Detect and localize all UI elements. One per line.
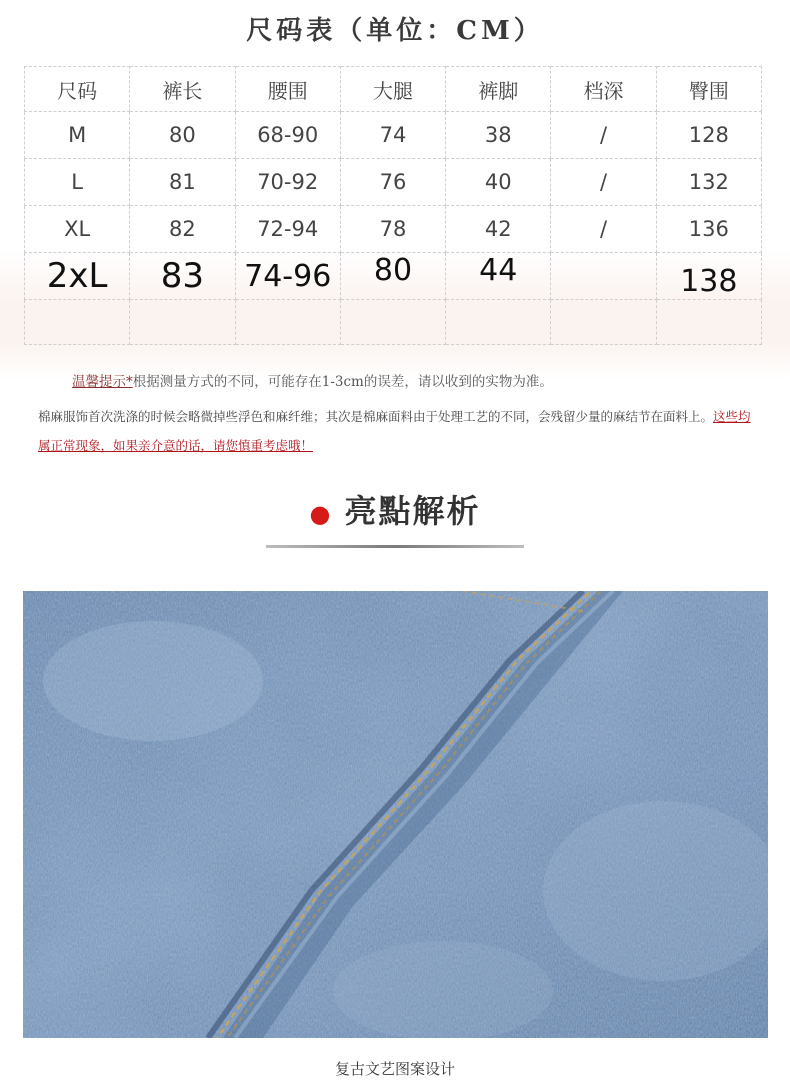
- measurement-note: [72, 370, 553, 390]
- table-cell: XL: [25, 206, 130, 253]
- header-cell: 裤脚: [446, 67, 551, 112]
- table-cell: 2xL: [25, 253, 130, 300]
- table-cell: [130, 300, 235, 345]
- table-cell: M: [25, 112, 130, 159]
- table-cell: 78: [340, 206, 445, 253]
- table-cell: 80: [130, 112, 235, 159]
- table-cell: 81: [130, 159, 235, 206]
- photo-caption: 复古文艺图案设计: [334, 1060, 455, 1078]
- table-cell: 44: [446, 253, 551, 300]
- size-chart: [24, 66, 762, 342]
- table-cell: 40: [446, 159, 551, 206]
- table-cell: 74: [340, 112, 445, 159]
- table-row: [25, 206, 762, 253]
- table-header-row: [25, 67, 762, 112]
- table-row: [25, 253, 762, 300]
- table-cell: 38: [446, 112, 551, 159]
- denim-fabric-photo: [23, 591, 768, 1038]
- table-cell: 136: [656, 206, 761, 253]
- table-row-empty: [25, 300, 762, 345]
- table-cell: 42: [446, 206, 551, 253]
- table-cell: [235, 300, 340, 345]
- linen-care-note: [38, 402, 758, 460]
- header-cell: 腰围: [235, 67, 340, 112]
- header-cell: 档深: [551, 67, 656, 112]
- table-cell: L: [25, 159, 130, 206]
- table-cell: 80: [340, 253, 445, 300]
- table-cell: 70-92: [235, 159, 340, 206]
- header-cell: 大腿: [340, 67, 445, 112]
- table-cell: 76: [340, 159, 445, 206]
- table-cell: 82: [130, 206, 235, 253]
- page-title: 尺码表（单位：CM）: [246, 16, 544, 46]
- table-cell: /: [551, 206, 656, 253]
- table-cell: /: [551, 159, 656, 206]
- red-dot-icon: ●: [309, 499, 333, 528]
- section-heading: [0, 486, 790, 532]
- denim-image: [23, 591, 768, 1038]
- table-cell: 83: [130, 253, 235, 300]
- table-cell: [25, 300, 130, 345]
- size-table: [24, 66, 762, 345]
- table-cell: 128: [656, 112, 761, 159]
- table-row: [25, 159, 762, 206]
- table-cell: 74-96: [235, 253, 340, 300]
- section-title: 亮點解析: [344, 492, 481, 530]
- warm-tip-text: 根据测量方式的不同，可能存在1-3cm的误差，请以收到的实物为准。: [132, 374, 553, 390]
- header-cell: 尺码: [25, 67, 130, 112]
- table-cell: [551, 253, 656, 300]
- table-cell: [340, 300, 445, 345]
- linen-note-text: 棉麻服饰首次洗涤的时候会略微掉些浮色和麻纤维；其次是棉麻面料由于处理工艺的不同，会残留少量的麻结节在面料上。: [38, 409, 714, 424]
- section-divider: [266, 545, 524, 548]
- table-cell: 68-90: [235, 112, 340, 159]
- table-cell: 132: [656, 159, 761, 206]
- table-cell: [551, 300, 656, 345]
- linen-note-highlight: 这些均属正常现象，如果亲介意的话，请您慎重考虑哦！: [38, 409, 751, 453]
- table-cell: [446, 300, 551, 345]
- warm-tip-label: 温馨提示*: [72, 374, 133, 390]
- header-cell: 裤长: [130, 67, 235, 112]
- header-cell: 臀围: [656, 67, 761, 112]
- table-cell: 138: [656, 253, 761, 300]
- table-cell: 72-94: [235, 206, 340, 253]
- table-cell: /: [551, 112, 656, 159]
- table-row: [25, 112, 762, 159]
- table-cell: [656, 300, 761, 345]
